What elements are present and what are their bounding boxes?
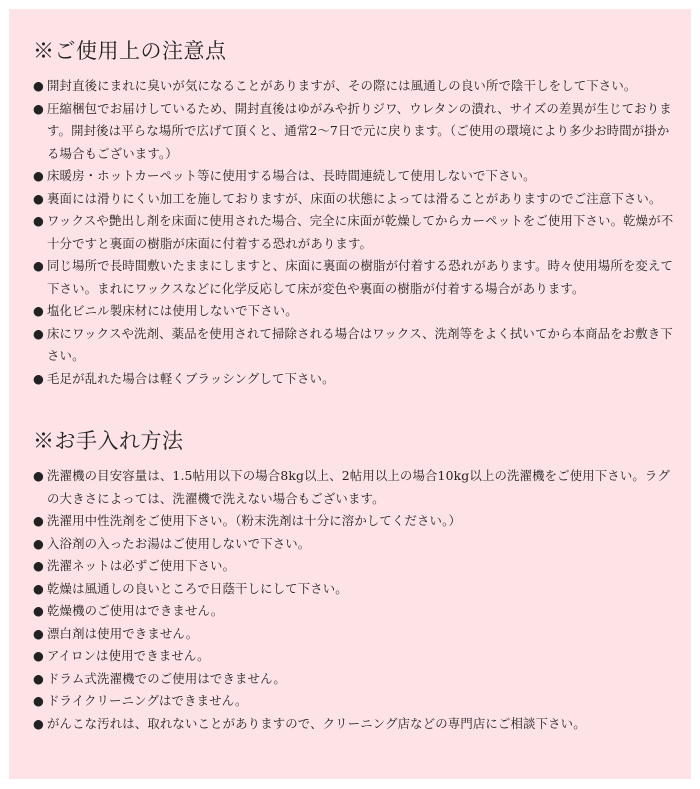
list-item-text: 圧縮梱包でお届けしているため、開封直後はゆがみや折りジワ、ウレタンの潰れ、サイズの差異が生じております。開封後は平らな場所で広げて頂くと、通常2〜7日で元に戻ります。（ご使用の環境により多少お時間が掛かる場合もございます。） xyxy=(47,100,672,161)
list-item xyxy=(33,713,679,736)
list-item-text: 乾燥機のご使用はできません。 xyxy=(47,603,224,618)
list-item xyxy=(33,368,679,391)
list-item xyxy=(33,255,679,300)
list-item-text: 裏面には滑りにくい加工を施しておりますが、床面の状態によっては滑ることがありますのでご注意下さい。 xyxy=(47,190,662,206)
list-item xyxy=(33,510,679,533)
usage-precautions-heading: ※ご使用上の注意点 xyxy=(33,39,227,63)
list-item xyxy=(33,578,679,601)
list-item-text: 床暖房・ホットカーペット等に使用する場合は、長時間連続して使用しないで下さい。 xyxy=(47,168,536,183)
care-instructions-heading: ※お手入れ方法 xyxy=(33,429,184,453)
bullet-icon: ● xyxy=(33,213,44,228)
list-item xyxy=(33,555,679,578)
list-item xyxy=(33,165,679,188)
bullet-icon: ● xyxy=(33,693,44,708)
list-item-text: ドラム式洗濯機でのご使用はできません。 xyxy=(47,670,286,686)
bullet-icon: ● xyxy=(33,535,44,551)
care-instructions-section xyxy=(33,427,679,735)
list-item xyxy=(33,533,679,556)
list-item xyxy=(33,300,679,323)
list-item xyxy=(33,690,679,713)
care-instructions-list xyxy=(33,465,679,735)
bullet-icon: ● xyxy=(33,190,44,206)
list-item xyxy=(33,623,679,646)
notice-panel xyxy=(9,9,691,779)
list-item xyxy=(33,668,679,691)
bullet-icon: ● xyxy=(33,325,44,341)
usage-precautions-section xyxy=(33,37,679,390)
bullet-icon: ● xyxy=(33,513,44,528)
list-item-text: ドライクリーニングはできません。 xyxy=(47,693,248,708)
usage-precautions-list xyxy=(33,75,679,390)
bullet-icon: ● xyxy=(33,648,44,663)
bullet-icon: ● xyxy=(33,370,44,386)
list-item-text: ワックスや艶出し剤を床面に使用された場合、完全に床面が乾燥してからカーペットをご使用下さい。乾燥が不十分ですと裏面の樹脂が床面に付着する恐れがあります。 xyxy=(47,213,674,251)
bullet-icon: ● xyxy=(33,303,44,318)
bullet-icon: ● xyxy=(33,558,44,573)
bullet-icon: ● xyxy=(33,258,44,273)
bullet-icon: ● xyxy=(33,100,44,116)
list-item-text: 毛足が乱れた場合は軽くブラッシングして下さい。 xyxy=(47,370,335,386)
bullet-icon: ● xyxy=(33,625,44,641)
bullet-icon: ● xyxy=(33,78,44,93)
list-item-text: 洗濯機の目安容量は、1.5帖用以下の場合8kg以上、2帖用以上の場合10kg以上の洗濯機をご使用下さい。ラグの大きさによっては、洗濯機で洗えない場合もございます。 xyxy=(47,468,671,506)
list-item-text: 塩化ビニル製床材には使用しないで下さい。 xyxy=(47,303,298,318)
list-item xyxy=(33,75,679,98)
bullet-icon: ● xyxy=(33,468,44,483)
list-item-text: 入浴剤の入ったお湯はご使用しないで下さい。 xyxy=(47,535,311,551)
list-item-text: 洗濯用中性洗剤をご使用下さい。（粉末洗剤は十分に溶かしてください。） xyxy=(47,513,461,528)
list-item-text: 同じ場所で長時間敷いたままにしますと、床面に裏面の樹脂が付着する恐れがあります。時々使用場所を変えて下さい。まれにワックスなどに化学反応して床が変色や裏面の樹脂が付着する場合があります。 xyxy=(47,258,674,296)
bullet-icon: ● xyxy=(33,603,44,618)
list-item-text: 乾燥は風通しの良いところで日蔭干しにして下さい。 xyxy=(47,580,348,596)
bullet-icon: ● xyxy=(33,168,44,183)
list-item xyxy=(33,323,679,368)
list-item xyxy=(33,645,679,668)
bullet-icon: ● xyxy=(33,715,44,731)
list-item-text: 洗濯ネットは必ずご使用下さい。 xyxy=(47,558,236,573)
list-item-text: 開封直後にまれに臭いが気になることがありますが、その際には風通しの良い所で陰干しをして下さい。 xyxy=(47,78,637,93)
list-item-text: 漂白剤は使用できません。 xyxy=(47,625,199,641)
list-item-text: アイロンは使用できません。 xyxy=(47,648,210,663)
list-item xyxy=(33,98,679,166)
bullet-icon: ● xyxy=(33,670,44,686)
list-item xyxy=(33,465,679,510)
list-item xyxy=(33,188,679,211)
list-item xyxy=(33,210,679,255)
bullet-icon: ● xyxy=(33,580,44,596)
list-item-text: がんこな汚れは、取れないことがありますので、クリーニング店などの専門店にご相談下さい。 xyxy=(47,715,586,731)
list-item-text: 床にワックスや洗剤、薬品を使用されて掃除される場合はワックス、洗剤等をよく拭いてから本商品をお敷き下さい。 xyxy=(47,325,673,363)
list-item xyxy=(33,600,679,623)
